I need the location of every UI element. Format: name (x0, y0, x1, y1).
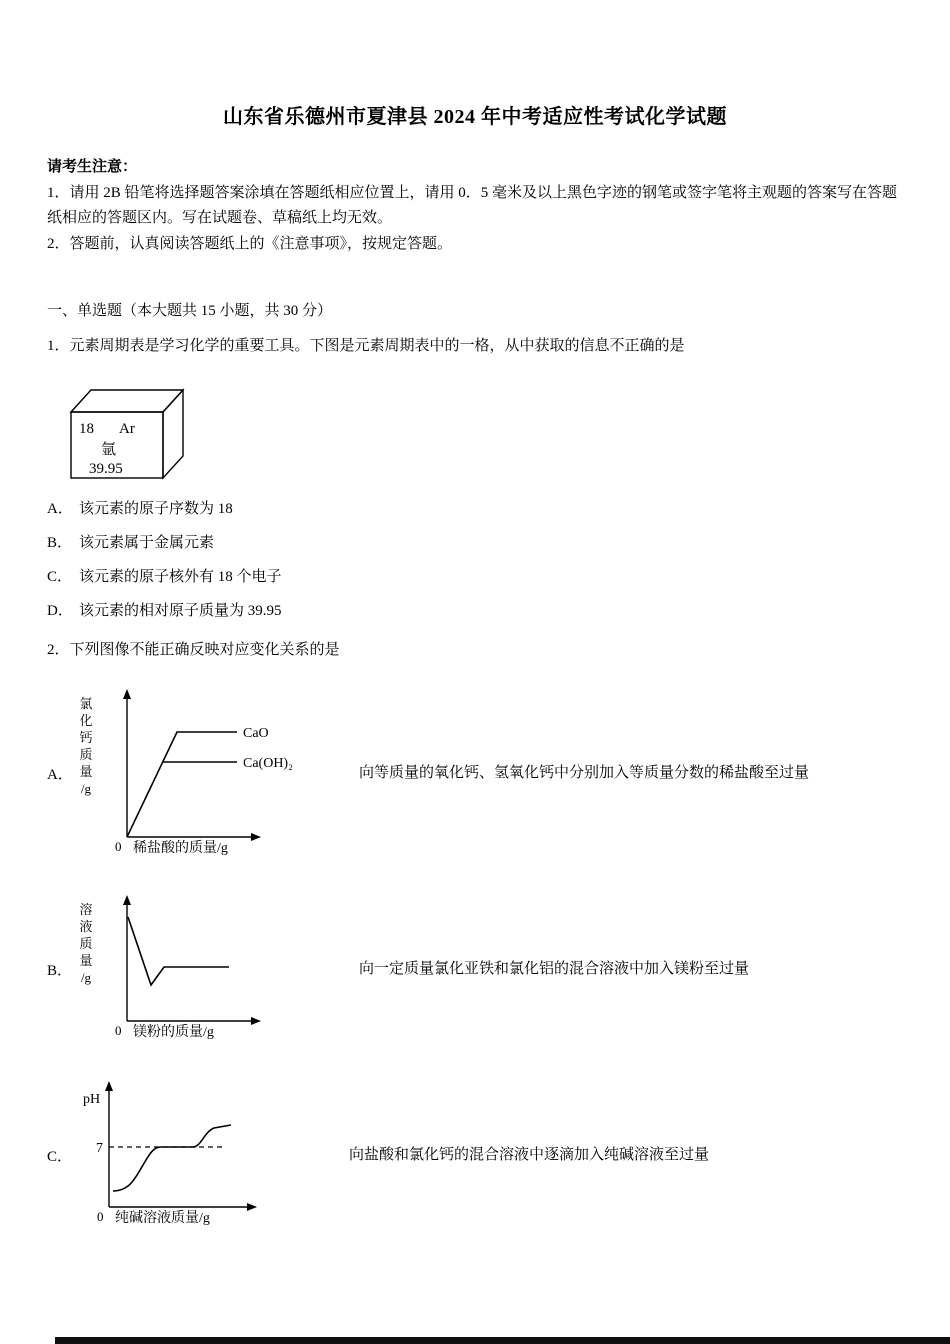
option-label: D． (47, 602, 73, 619)
y-tick-7: 7 (96, 1141, 103, 1156)
page-title: 山东省乐德州市夏津县 2024 年中考适应性考试化学试题 (223, 106, 727, 128)
origin-label: 0 (97, 1209, 104, 1224)
x-axis-arrow (251, 833, 261, 841)
q2-option-b-description: 向一定质量氯化亚铁和氯化铝的混合溶液中加入镁粉至过量 (359, 961, 750, 977)
q2-option-a (47, 687, 903, 859)
option-label: B． (47, 962, 73, 979)
curve-label-cao: CaO (243, 726, 269, 741)
option-label: A． (47, 500, 73, 517)
y-axis-arrow (123, 895, 131, 905)
element-cell-figure (61, 380, 191, 486)
option-text: 该元素的原子序数为 18 (79, 500, 233, 517)
x-axis-label: 镁粉的质量/g (133, 1025, 214, 1040)
graph-b-plot (97, 893, 349, 1045)
option-label: B． (47, 534, 73, 551)
element-mass: 39.95 (89, 460, 123, 477)
notice-item-2: 2．答题前，认真阅读答题纸上的《注意事项》，按规定答题。 (47, 235, 453, 252)
q1-option-d (47, 604, 903, 619)
q2-graph-a (77, 687, 349, 859)
section-heading: 一、单选题（本大题共 15 小题，共 30 分） (47, 303, 333, 319)
graph-a-plot (97, 687, 349, 859)
notice-item-1: 1．请用 2B 铅笔将选择题答案涂填在答题纸相应位置上，请用 0．5 毫米及以上黑色字迹的钢笔或签字笔将主观题的答案写在答题纸相应的答题区内。写在试题卷、草稿纸上均无效。 (47, 184, 898, 226)
page-edge-artifact (55, 1337, 950, 1344)
notice-heading: 请考生注意： (47, 159, 138, 175)
x-axis-arrow (247, 1203, 257, 1211)
y-axis-arrow (105, 1081, 113, 1091)
origin-label: 0 (115, 1023, 122, 1038)
x-axis-label: 稀盐酸的质量/g (133, 841, 228, 856)
q2-option-a-description: 向等质量的氧化钙、氢氧化钙中分别加入等质量分数的稀盐酸至过量 (359, 765, 810, 781)
y-axis-label: pH (83, 1092, 101, 1107)
q1-option-a (47, 502, 903, 517)
x-axis-label: 纯碱溶液质量/g (115, 1211, 210, 1226)
element-atomic-number: 18 (79, 420, 94, 437)
origin-label: 0 (115, 839, 122, 854)
element-symbol: Ar (119, 420, 135, 437)
q2-graph-b (77, 893, 349, 1045)
q1-option-b (47, 536, 903, 551)
q1-option-c (47, 570, 903, 585)
graph-b-ylabel: 溶 液 质 量 /g (79, 902, 93, 985)
option-text: 该元素的相对原子质量为 39.95 (79, 602, 282, 619)
option-label: C． (47, 568, 73, 585)
option-label: A． (47, 766, 73, 783)
y-axis-arrow (123, 689, 131, 699)
q2-option-c (47, 1079, 903, 1231)
curve-ph (113, 1125, 231, 1191)
curve-label-caoh2: Ca(OH)₂ (243, 756, 293, 771)
option-text: 该元素的原子核外有 18 个电子 (79, 568, 282, 585)
curve-cao (127, 732, 237, 837)
q2-stem: 2．下列图像不能正确反映对应变化关系的是 (47, 641, 340, 658)
graph-c-plot (77, 1079, 339, 1231)
element-name: 氩 (101, 441, 117, 458)
option-label: C． (47, 1148, 73, 1165)
element-cell-cube (61, 380, 191, 486)
x-axis-arrow (251, 1017, 261, 1025)
q1-stem: 1．元素周期表是学习化学的重要工具。下图是元素周期表中的一格，从中获取的信息不正确的是 (47, 338, 685, 354)
q1-options (47, 502, 903, 619)
curve-solution-mass (128, 917, 229, 985)
notice-block (47, 155, 903, 257)
option-text: 该元素属于金属元素 (79, 534, 215, 551)
q2-option-b (47, 893, 903, 1045)
q2-option-c-description: 向盐酸和氯化钙的混合溶液中逐滴加入纯碱溶液至过量 (349, 1147, 710, 1163)
graph-a-ylabel: 氯 化 钙 质 量 /g (79, 696, 93, 796)
q2-graph-c (77, 1079, 339, 1231)
cube-right-face (163, 390, 183, 478)
